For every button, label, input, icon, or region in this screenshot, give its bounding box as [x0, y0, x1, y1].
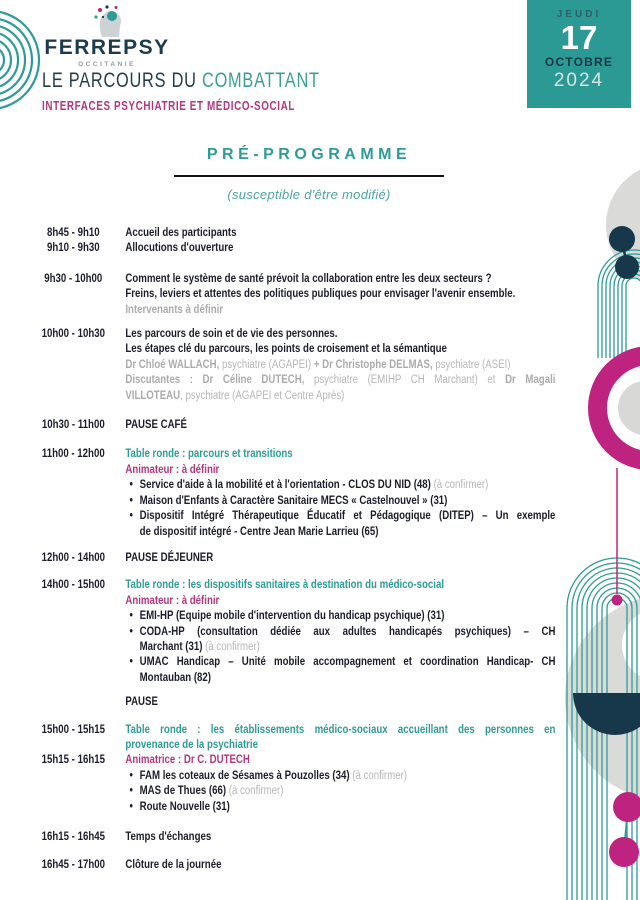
text-segment: Dr Chloé WALLACH,	[125, 358, 220, 371]
text-segment: psychiatre (EMIHP CH Marchant) et	[304, 374, 506, 387]
schedule-row	[38, 578, 555, 593]
schedule-row	[38, 769, 555, 784]
session-line	[125, 784, 555, 799]
session-line	[125, 494, 555, 509]
session-line	[125, 800, 555, 815]
wave-circle	[0, 46, 4, 74]
session-line	[125, 373, 555, 388]
magenta-small-dot	[612, 595, 623, 606]
session-time: 16h45 - 17h00	[41, 859, 105, 872]
text-segment: Allocutions d'ouverture	[125, 242, 234, 255]
schedule-row	[38, 723, 555, 738]
heading-underline	[174, 175, 444, 177]
text-segment: Accueil des participants	[125, 227, 237, 239]
program-heading: PRÉ-PROGRAMME	[206, 146, 412, 163]
text-segment: Dispositif Intégré Thérapeutique Éducatif et Pédagogique (DITEP) – Un exemple	[139, 510, 556, 523]
session-line	[125, 753, 555, 768]
badge-day: 17	[560, 19, 598, 56]
schedule-row	[38, 609, 555, 624]
badge-year: 2024	[553, 70, 605, 91]
schedule-row	[38, 272, 555, 287]
session-line	[125, 272, 555, 287]
schedule-row	[38, 494, 555, 509]
gray-circle-in-ring	[618, 381, 640, 435]
text-segment: CODA-HP (consultation dédiée aux adultes handicapés psychiques) – CH	[139, 625, 556, 638]
arch-line	[622, 274, 640, 358]
brain-head-logo-icon	[88, 4, 126, 38]
text-segment: Intervenants à définir	[125, 303, 224, 316]
navy-dot-small	[615, 255, 639, 279]
navy-dot-large	[609, 226, 635, 252]
text-segment: Maison d'Enfants à Caractère Sanitaire MECS « Castelnouvel » (31)	[139, 494, 448, 507]
session-line	[125, 723, 555, 738]
arch-line	[618, 270, 640, 358]
schedule-row	[38, 858, 555, 873]
text-segment: FAM les coteaux de Sésames à Pouzolles (34)	[139, 769, 353, 782]
wave-circle	[0, 32, 18, 88]
session-time: 10h00 - 10h30	[41, 328, 105, 341]
session-time: 8h45 - 9h10	[46, 227, 100, 239]
badge-weekday: JEUDI	[556, 9, 602, 20]
text-segment: (à confirmer)	[205, 640, 260, 653]
schedule-row	[38, 389, 555, 404]
schedule	[38, 226, 598, 874]
text-segment: Route Nouvelle (31)	[139, 800, 230, 813]
text-segment: Table ronde : les dispositifs sanitaires à destination du médico-social	[125, 579, 445, 592]
text-segment: Table ronde : les établissements médico-sociaux accueillant des personnes en	[125, 723, 556, 736]
text-segment: Clôture de la journée	[125, 859, 222, 872]
session-line	[125, 738, 555, 753]
text-segment: Service d'aide à la mobilité et à l'orientation - CLOS DU NID (48)	[139, 479, 434, 492]
session-line	[125, 525, 555, 540]
schedule-row	[38, 358, 555, 373]
session-line	[125, 509, 555, 524]
text-segment: Animateur : à définir	[125, 463, 220, 476]
text-segment: PAUSE DÉJEUNER	[125, 551, 214, 564]
session-line	[125, 478, 555, 493]
schedule-row	[38, 478, 555, 493]
session-time: 10h30 - 11h00	[41, 419, 105, 432]
schedule-row	[38, 655, 555, 670]
schedule-row	[38, 640, 555, 655]
text-segment: psychiatre (AGAPEI)	[219, 358, 314, 371]
session-time: 14h00 - 15h00	[41, 579, 105, 592]
text-segment: (à confirmer)	[433, 479, 489, 492]
session-line	[125, 671, 555, 686]
session-line	[125, 358, 555, 373]
session-line	[125, 463, 555, 478]
text-segment: UMAC Handicap – Unité mobile accompagnement et coordination Handicap- CH	[139, 656, 556, 669]
text-segment: Discutantes : Dr Céline DUTECH,	[125, 374, 305, 387]
session-line	[125, 389, 555, 404]
session-line	[125, 287, 555, 302]
text-segment: Les étapes clé du parcours, les points de croisement et la sémantique	[125, 343, 447, 356]
session-time: 9h10 - 9h30	[46, 242, 100, 255]
schedule-row	[38, 303, 555, 318]
event-title	[42, 68, 462, 93]
session-line	[125, 858, 555, 873]
text-segment: Animateur : à définir	[125, 594, 220, 607]
text-segment: Les parcours de soin et de vie des personnes.	[125, 328, 338, 341]
text-segment: Marchant (31)	[139, 640, 206, 653]
schedule-row	[38, 784, 555, 799]
date-badge	[527, 0, 631, 108]
text-segment: Freins, leviers et attentes des politiques publiques pour envisager l'avenir ensemble.	[125, 288, 516, 301]
session-time: 16h15 - 16h45	[41, 831, 105, 843]
text-segment: Dr Magali	[505, 374, 556, 387]
logo-name: FERREPSY	[44, 36, 170, 59]
schedule-row	[38, 226, 555, 241]
magenta-dot-lower	[609, 837, 639, 867]
schedule-row	[38, 551, 555, 566]
schedule-row	[38, 738, 555, 753]
text-segment: PAUSE	[125, 696, 158, 709]
text-segment: (à confirmer)	[228, 785, 284, 798]
schedule-row	[38, 342, 555, 357]
schedule-row	[38, 327, 555, 342]
session-line	[125, 695, 555, 710]
event-title-accent: COMBATTANT	[202, 68, 320, 92]
schedule-row	[38, 241, 555, 256]
session-line	[125, 327, 555, 342]
schedule-row	[38, 830, 555, 845]
text-segment: MAS de Thues (66)	[139, 785, 229, 798]
session-line	[125, 769, 555, 784]
session-line	[125, 578, 555, 593]
session-time: 9h30 - 10h00	[44, 272, 103, 285]
text-segment: Temps d'échanges	[125, 831, 212, 843]
session-time: 15h15 - 16h15	[41, 754, 105, 767]
event-title-primary: LE PARCOURS DU	[42, 68, 203, 92]
schedule-row	[38, 625, 555, 640]
schedule-row	[38, 671, 555, 686]
session-line	[125, 226, 555, 241]
text-segment: (à confirmer)	[352, 769, 408, 782]
text-segment: PAUSE CAFÉ	[125, 419, 187, 432]
text-segment: VILLOTEAU	[125, 389, 181, 402]
session-time: 11h00 - 12h00	[41, 448, 105, 461]
event-title-block	[42, 68, 462, 113]
text-segment: Animatrice : Dr C. DUTECH	[125, 754, 250, 767]
session-line	[125, 594, 555, 609]
text-segment: Comment le système de santé prévoit la collaboration entre les deux secteurs ?	[125, 272, 492, 285]
schedule-row	[38, 287, 555, 302]
text-segment: EMI-HP (Equipe mobile d'intervention du handicap psychique) (31)	[139, 610, 445, 623]
session-line	[125, 625, 555, 640]
arch-line	[626, 278, 640, 358]
event-subtitle: INTERFACES PSYCHIATRIE ET MÉDICO-SOCIAL	[42, 98, 295, 113]
text-segment: Montauban (82)	[139, 671, 212, 684]
schedule-row	[38, 463, 555, 478]
text-segment: + Dr Christophe DELMAS,	[313, 358, 433, 371]
schedule-row	[38, 800, 555, 815]
session-line	[125, 241, 555, 256]
schedule-row	[38, 509, 555, 524]
badge-month: OCTOBRE	[544, 55, 614, 69]
text-segment: , psychiatre (AGAPEI et Centre Après)	[180, 389, 345, 402]
session-line	[125, 640, 555, 655]
ferrepsy-logo	[42, 4, 172, 68]
schedule-row	[38, 418, 555, 433]
text-segment: Table ronde : parcours et transitions	[125, 448, 293, 461]
program-note: (susceptible d'être modifié)	[227, 187, 391, 202]
session-line	[125, 418, 555, 433]
schedule-row	[38, 753, 555, 768]
session-time: 15h00 - 15h15	[41, 723, 105, 736]
program-head	[0, 146, 618, 202]
logo-region: OCCITANIE	[78, 61, 136, 68]
text-segment: de dispositif intégré - Centre Jean Marie Larrieu (65)	[139, 525, 379, 538]
session-line	[125, 342, 555, 357]
text-segment: provenance de la psychiatrie	[125, 738, 258, 751]
wave-circle	[0, 39, 11, 81]
session-line	[125, 609, 555, 624]
session-line	[125, 447, 555, 462]
schedule-row	[38, 594, 555, 609]
wave-circle	[0, 11, 39, 109]
schedule-row	[38, 695, 555, 710]
schedule-row	[38, 447, 555, 462]
magenta-dot-upper	[613, 792, 640, 822]
session-line	[125, 830, 555, 845]
session-time: 12h00 - 14h00	[41, 551, 105, 564]
session-line	[125, 551, 555, 566]
text-segment: psychiatre (ASEI)	[432, 358, 511, 371]
session-line	[125, 655, 555, 670]
schedule-list	[38, 226, 555, 874]
session-line	[125, 303, 555, 318]
schedule-row	[38, 373, 555, 388]
schedule-row	[38, 525, 555, 540]
